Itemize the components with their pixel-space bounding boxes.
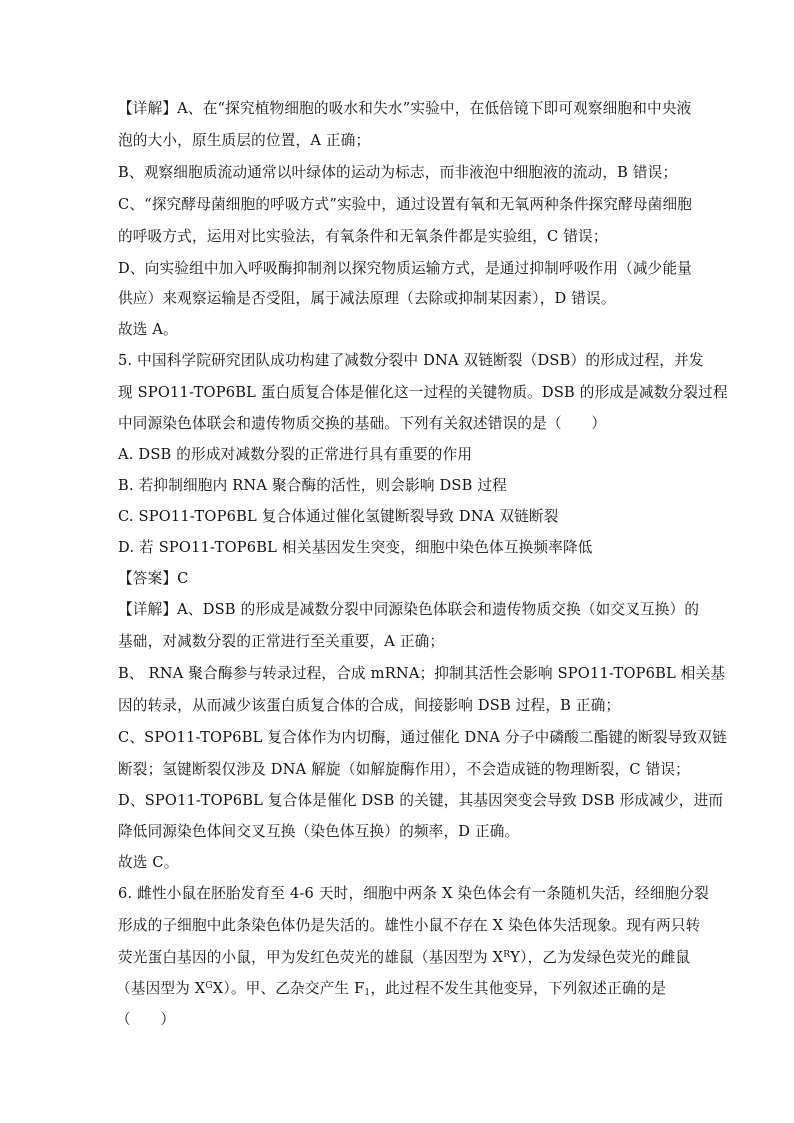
answer-line: 【答案】C [118,570,189,587]
text-line: C、“探究酵母菌细胞的呼吸方式”实验中，通过设置有氧和无氧两种条件探究酵母菌细胞 [118,196,693,213]
text-line: 故选 C。 [118,854,179,871]
text-line: 的呼吸方式，运用对比实验法，有氧条件和无氧条件都是实验组，C 错误； [118,228,608,245]
text-line: 降低同源染色体间交叉互换（染色体互换）的频率，D 正确。 [118,823,520,840]
option-d: D. 若 SPO11-TOP6BL 相关基因发生突变，细胞中染色体互换频率降低 [118,539,593,556]
text-line: 因的转录，从而减少该蛋白质复合体的合成，间接影响 DSB 过程，B 正确； [118,697,621,714]
text-line: 断裂；氢键断裂仅涉及 DNA 解旋（如解旋酶作用），不会造成链的物理断裂，C 错误； [118,761,690,778]
question-6-stem: 6. 雌性小鼠在胚胎发育至 4-6 天时，细胞中两条 X 染色体会有一条随机失活，经细胞分裂 [118,885,709,902]
text-line: 【详解】A、DSB 的形成是减数分裂中同源染色体联会和遗传物质交换（如交叉互换）的 [118,601,700,618]
option-c: C. SPO11-TOP6BL 复合体通过催化氢键断裂导致 DNA 双链断裂 [118,508,559,525]
text-line [118,948,691,968]
subscript: 1 [364,988,371,998]
text-line: B、观察细胞质流动通常以叶绿体的运动为标志，而非液泡中细胞液的流动，B 错误； [118,164,678,181]
text-segment: （基因型为 X [116,980,206,997]
option-b: B. 若抑制细胞内 RNA 聚合酶的活性，则会影响 DSB 过程 [118,477,507,494]
answer-blank: （ ） [116,1011,176,1028]
text-line: 泡的大小，原生质层的位置，A 正确； [118,132,371,149]
question-5-stem: 5. 中国科学院研究团队成功构建了减数分裂中 DNA 双链断裂（DSB）的形成过程，并发 [118,352,704,369]
text-line: 【详解】A、在“探究植物细胞的吸水和失水”实验中，在低倍镜下即可观察细胞和中央液 [118,100,692,117]
text-line: 供应）来观察运输是否受阻，属于减法原理（去除或抑制某因素），D 错误。 [118,290,616,307]
text-line: 中同源染色体联会和遗传物质交换的基础。下列有关叙述错误的是（ ） [118,415,607,432]
text-line: 基础，对减数分裂的正常进行至关重要，A 正确； [118,633,445,650]
text-line: B、 RNA 聚合酶参与转录过程，合成 mRNA；抑制其活性会影响 SPO11-TOP6BL 相关基 [118,665,726,682]
text-segment: Y），乙为发绿色荧光的雌鼠 [510,949,691,966]
text-line [116,979,676,999]
text-line: 故选 A。 [118,321,178,338]
text-line: C、SPO11-TOP6BL 复合体作为内切酶，通过催化 DNA 分子中磷酸二酯键的断裂导致双链 [118,729,727,746]
text-line: D、向实验组中加入呼吸酶抑制剂以探究物质运输方式，是通过抑制呼吸作用（减少能量 [118,260,693,277]
text-line: D、SPO11-TOP6BL 复合体是催化 DSB 的关键，其基因突变会导致 DSB 形成减少，进而 [118,792,724,809]
text-segment: ，此过程不发生其他变异，下列叙述正确的是 [370,980,667,997]
text-line: 现 SPO11-TOP6BL 蛋白质复合体是催化这一过程的关键物质。DSB 的形成是减数分裂过程 [118,384,728,401]
text-segment: 荧光蛋白基因的小鼠，甲为发红色荧光的雄鼠（基因型为 X [118,949,504,966]
text-line: 形成的子细胞中此条染色体仍是失活的。雄性小鼠不存在 X 染色体失活现象。现有两只转 [118,917,701,934]
text-segment: X）。甲、乙杂交产生 F [212,980,365,997]
superscript: R [503,950,511,960]
superscript: G [205,981,213,991]
option-a: A. DSB 的形成对减数分裂的正常进行具有重要的作用 [118,446,473,463]
